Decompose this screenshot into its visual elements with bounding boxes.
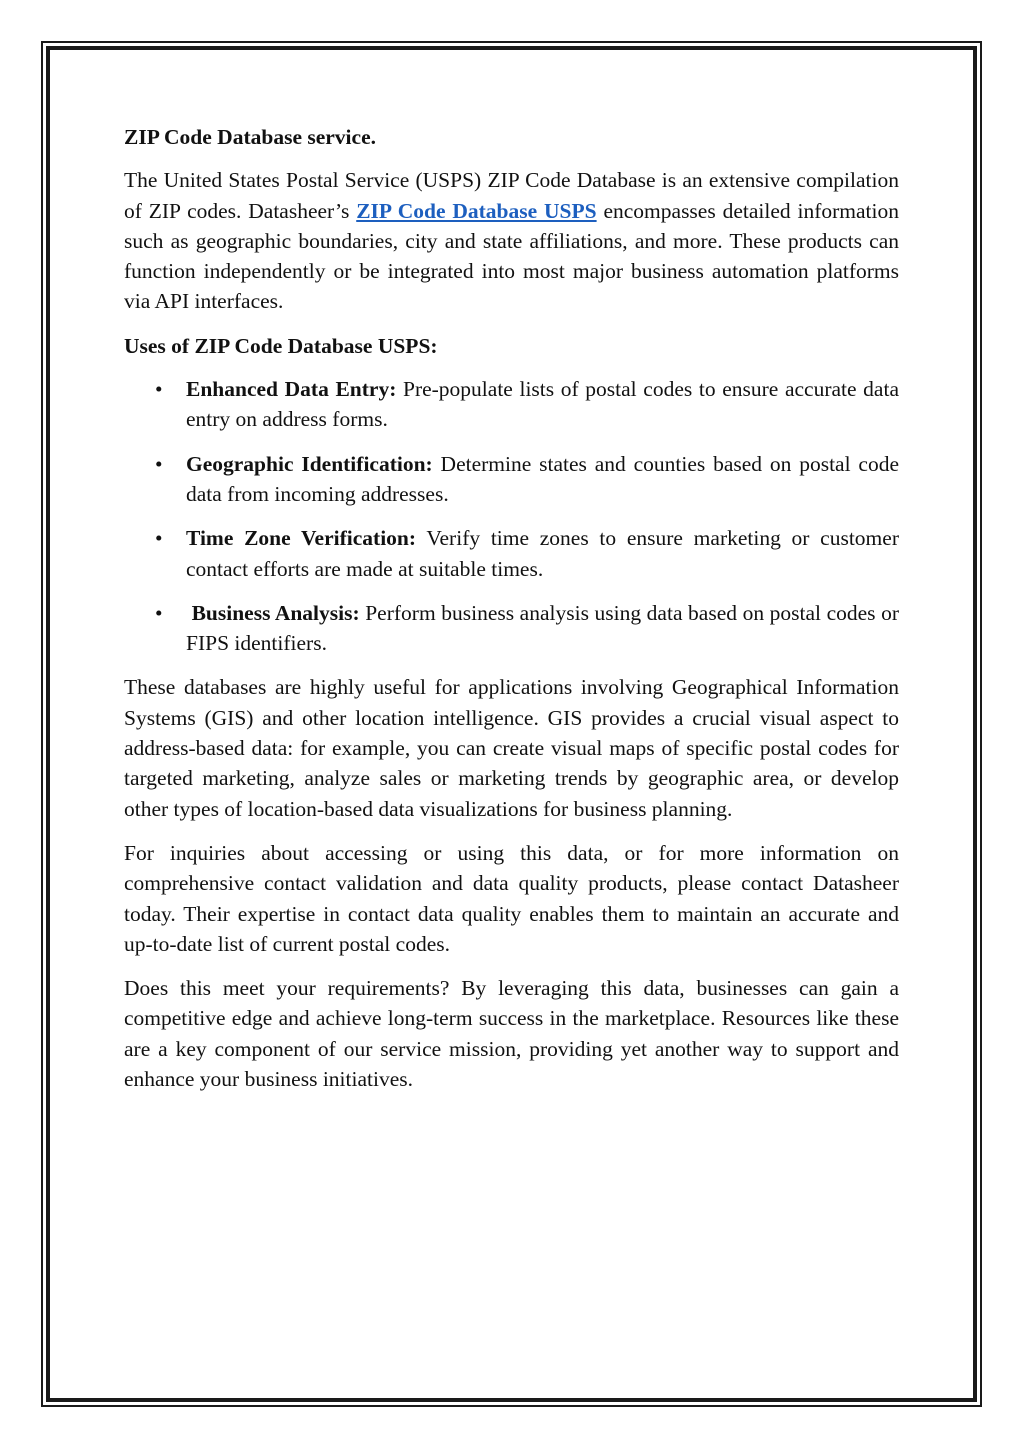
gis-paragraph: These databases are highly useful for applications involving Geographical Information Systems (GIS) and other location intelligence. GIS provides a crucial visual aspect to address-based data: for example, you can create visual maps of specific postal codes for targeted marketing, analyze sales or marketing trends by geographic area, or develop other types of location-based data visualizations for business planning. [124,675,899,821]
intro-text-after-link: encompasses detailed information such as geographic boundaries, city and state affiliations, and more. These products can function independently or be integrated into most major business automation platforms via API interfaces. [124,198,899,314]
zip-code-database-link[interactable]: ZIP Code Database USPS [356,198,597,223]
list-item-text: Pre-populate lists of postal codes to ensure accurate data entry on address forms. [186,377,899,432]
list-item-term: Geographic Identification: [186,451,433,476]
list-item-text: Determine states and counties based on postal code data from incoming addresses. [186,451,900,506]
bullet-icon: • [155,377,163,402]
list-item [124,523,899,584]
list-item [124,449,899,510]
closing-paragraph: Does this meet your requirements? By leveraging this data, businesses can gain a competitive edge and achieve long-term success in the marketplace. Resources like these are a key component of our service mission, providing yet another way to support and enhance your business initiatives. [124,976,899,1092]
uses-list [124,374,899,658]
list-item-term: Business Analysis: [186,600,360,625]
list-item [124,374,899,435]
bullet-icon: • [155,451,163,476]
document-title: ZIP Code Database service. [124,125,376,149]
list-item [124,598,899,659]
list-item-text: Perform business analysis using data based on postal codes or FIPS identifiers. [186,600,900,656]
uses-heading: Uses of ZIP Code Database USPS: [124,333,438,358]
inquiries-paragraph: For inquiries about accessing or using this data, or for more information on comprehensive contact validation and data quality products, please contact Datasheer today. Their expertise in contact data quality enables them to maintain an accurate and up-to-date list of current postal codes. [124,840,899,956]
list-item-term: Enhanced Data Entry: [186,377,397,402]
list-item-text: Verify time zones to ensure marketing or customer contact efforts are made at suitable times. [186,526,899,581]
bullet-icon: • [155,600,163,625]
intro-text-before-link: The United States Postal Service (USPS) ZIP Code Database is an extensive compilation of ZIP codes. Datasheer’s [124,168,899,223]
bullet-icon: • [155,526,163,551]
list-item-term: Time Zone Verification: [186,526,417,551]
document-body [124,122,899,1108]
intro-paragraph [124,165,899,316]
